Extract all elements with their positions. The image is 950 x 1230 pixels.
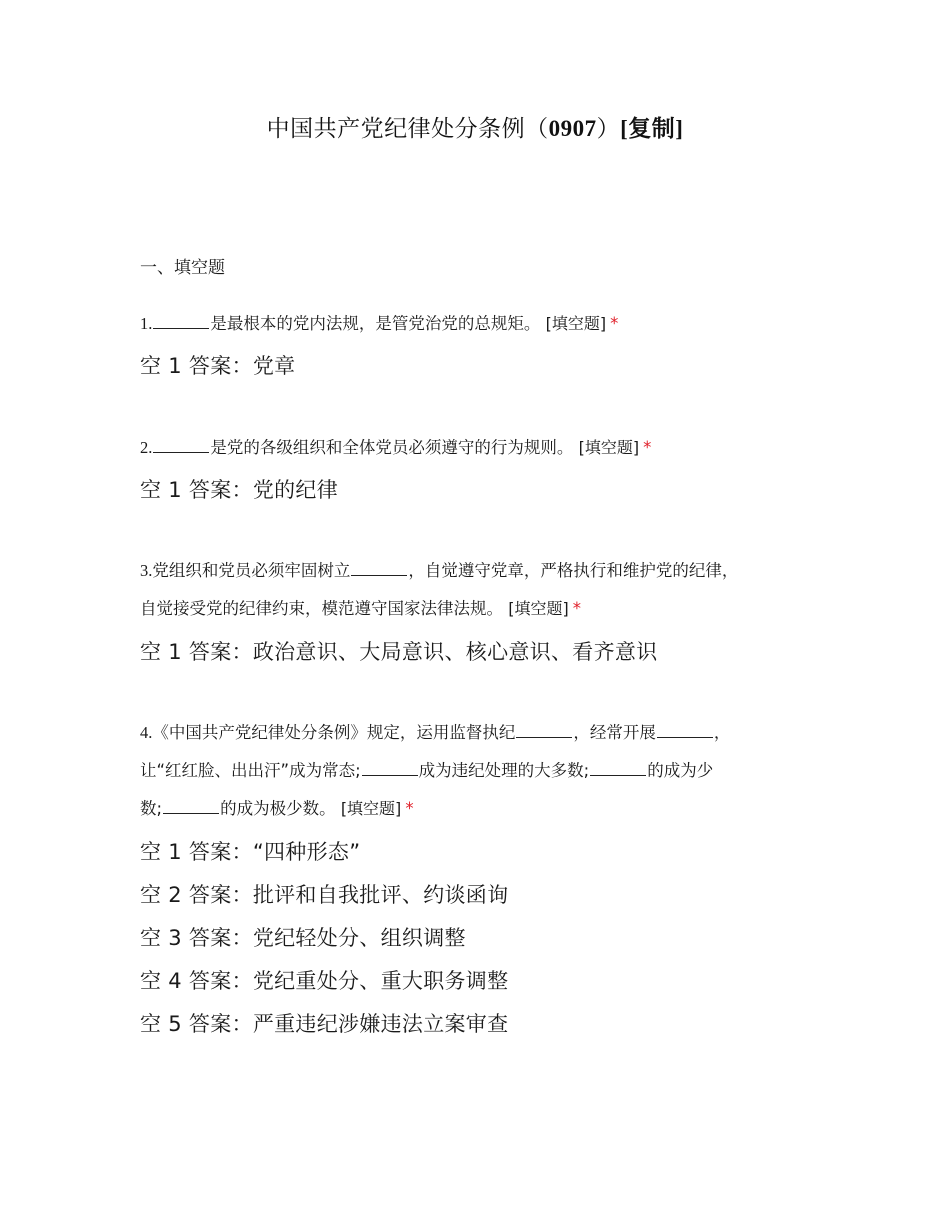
required-mark: * — [610, 314, 619, 333]
answer-value: 党章 — [252, 354, 296, 378]
answer-row — [140, 836, 360, 866]
question-number: 2. — [140, 438, 153, 457]
answer-row — [140, 922, 466, 952]
question-text: ， — [713, 723, 731, 742]
blank — [362, 761, 418, 776]
title-code: 0907 — [548, 116, 597, 141]
answer-label: 空 1 答案： — [140, 640, 253, 664]
title-paren: ） — [596, 116, 621, 142]
answer-row — [140, 636, 658, 666]
answer-row — [140, 350, 295, 380]
blank — [153, 438, 209, 453]
blank — [163, 799, 219, 814]
question-text: 的成为少 — [647, 761, 714, 780]
question-type-tag: [填空题] — [340, 799, 402, 818]
blank — [590, 761, 646, 776]
blank — [351, 561, 407, 576]
blank — [516, 723, 572, 738]
required-mark: * — [643, 438, 652, 457]
answer-row — [140, 1008, 508, 1038]
answer-label: 空 5 答案： — [140, 1012, 253, 1036]
question-text: 的成为极少数。 — [220, 799, 336, 818]
blank — [153, 314, 209, 329]
question-text: 成为违纪处理的大多数; — [418, 761, 590, 780]
question-4 — [140, 714, 820, 828]
question-type-tag: [填空题] — [508, 599, 569, 618]
page-title — [0, 110, 950, 143]
question-text: ，自觉遵守党章，严格执行和维护党的纪律， — [408, 561, 739, 580]
answer-label: 空 1 答案： — [140, 840, 253, 864]
answer-label: 空 2 答案： — [140, 883, 253, 907]
question-type-tag: [填空题] — [578, 438, 640, 457]
question-text: 数; — [140, 799, 163, 818]
answer-row — [140, 965, 508, 995]
question-text: 是最根本的党内法规，是管党治党的总规矩。 — [210, 314, 541, 333]
required-mark: * — [572, 599, 581, 618]
question-number: 1. — [140, 314, 153, 333]
required-mark: * — [405, 799, 414, 818]
answer-label: 空 1 答案： — [140, 354, 253, 378]
question-text: 是党的各级组织和全体党员必须遵守的行为规则。 — [210, 438, 574, 457]
answer-value: 严重违纪涉嫌违法立案审查 — [252, 1012, 509, 1036]
answer-value: 党纪轻处分、组织调整 — [252, 926, 466, 950]
title-copy-tag: [复制] — [620, 116, 684, 141]
blank — [657, 723, 713, 738]
question-text: ，经常开展 — [573, 723, 656, 742]
answer-label: 空 1 答案： — [140, 478, 253, 502]
question-text: 党组织和党员必须牢固树立 — [152, 561, 351, 580]
question-type-tag: [填空题] — [545, 314, 607, 333]
question-number: 3. — [140, 561, 153, 580]
question-text: 自觉接受党的纪律约束，模范遵守国家法律法规。 — [140, 599, 503, 618]
question-number: 4. — [140, 723, 153, 742]
answer-label: 空 3 答案： — [140, 926, 253, 950]
answer-row — [140, 474, 338, 504]
question-3 — [140, 552, 820, 628]
question-2 — [140, 429, 820, 467]
answer-row — [140, 879, 508, 909]
question-text: 让“红红脸、出出汗”成为常态; — [140, 761, 361, 780]
answer-value: 党的纪律 — [252, 478, 339, 502]
answer-value: “四种形态” — [252, 840, 361, 864]
answer-value: 政治意识、大局意识、核心意识、看齐意识 — [252, 640, 658, 664]
title-text: 中国共产党纪律处分条例（ — [266, 116, 549, 142]
question-text: 《中国共产党纪律处分条例》规定，运用监督执纪 — [152, 723, 516, 742]
answer-value: 党纪重处分、重大职务调整 — [252, 969, 509, 993]
question-1 — [140, 305, 820, 343]
answer-value: 批评和自我批评、约谈函询 — [252, 883, 509, 907]
answer-label: 空 4 答案： — [140, 969, 253, 993]
section-heading: 一、填空题 — [140, 258, 225, 278]
